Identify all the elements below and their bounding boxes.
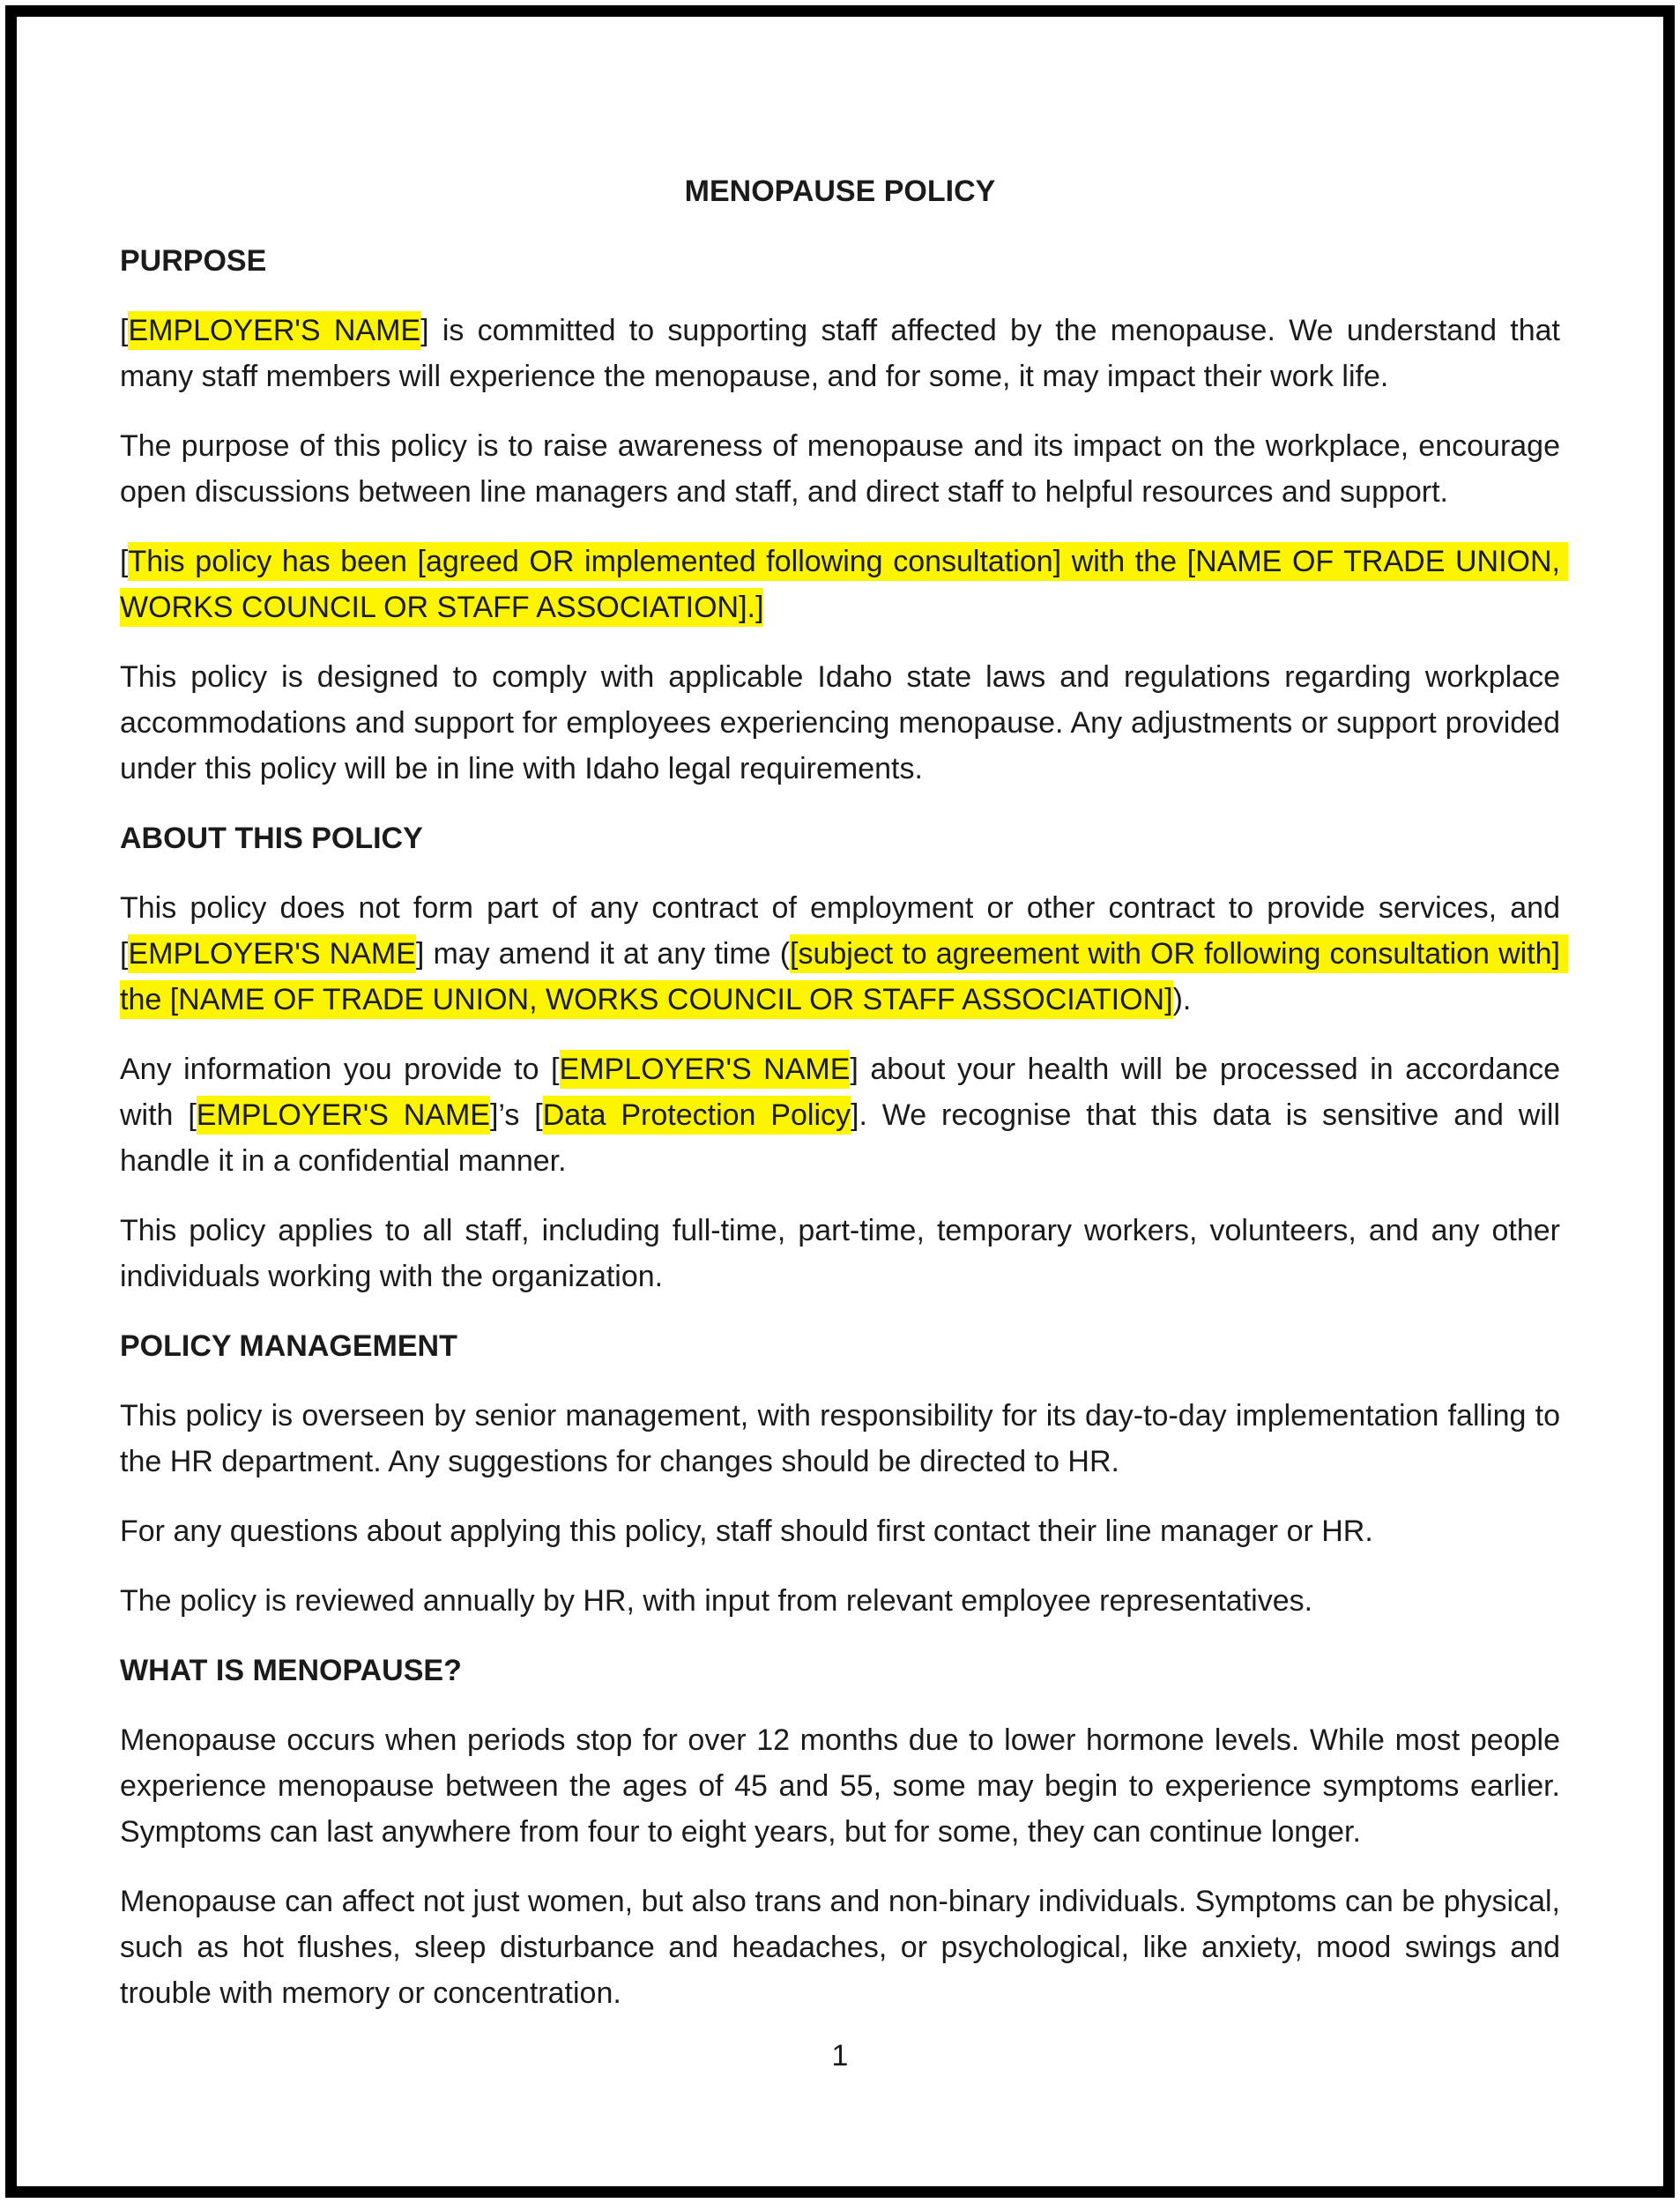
section-heading: PURPOSE bbox=[120, 244, 267, 278]
document-sections bbox=[120, 238, 1569, 2016]
section-heading: POLICY MANAGEMENT bbox=[120, 1329, 457, 1363]
paragraph bbox=[120, 1208, 1569, 1299]
paragraph bbox=[120, 1578, 1560, 1624]
text-segment: The purpose of this policy is to raise awareness of menopause and its impact on the workplace, encourage open discussions between line managers and staff, and direct staff to helpful resources and support. bbox=[120, 429, 1569, 509]
highlighted-text: EMPLOYER'S NAME bbox=[560, 1050, 851, 1089]
paragraph bbox=[120, 308, 1569, 399]
text-segment: This policy does not form part of any contract of employment or other contract to provide services, and [ bbox=[120, 891, 1569, 971]
highlighted-text: This policy has been [agreed OR implemented following consultation] with the [NAME OF TRADE UNION, WORKS COUNCIL OR STAFF ASSOCIATION].] bbox=[120, 542, 1568, 627]
text-segment: Menopause occurs when periods stop for over 12 months due to lower hormone levels. While most people experience menopause between the ages of 45 and 55, some may begin to experience symptoms earlier. Symptoms can last anywhere from four to eight years, but for some, they can continue longer. bbox=[120, 1723, 1569, 1849]
paragraph bbox=[120, 1508, 1560, 1554]
section-heading: WHAT IS MENOPAUSE? bbox=[120, 1654, 462, 1687]
document-content bbox=[120, 168, 1569, 2040]
text-segment: ] about your health will be processed in accordance with [ bbox=[120, 1053, 1569, 1132]
text-segment: This policy is overseen by senior management, with responsibility for its day-to-day implementation falling to the HR department. Any suggestions for changes should be directed to HR. bbox=[120, 1399, 1569, 1478]
paragraph bbox=[120, 654, 1569, 792]
highlighted-text: Data Protection Policy bbox=[543, 1096, 851, 1135]
text-segment: [ bbox=[120, 314, 129, 347]
document-title: MENOPAUSE POLICY bbox=[684, 175, 996, 208]
text-segment: This policy is designed to comply with applicable Idaho state laws and regulations regarding workplace accommodations and support for employees experiencing menopause. Any adjustments or support provided under this policy will be in line with Idaho legal requirements. bbox=[120, 660, 1569, 785]
paragraph bbox=[120, 1717, 1569, 1855]
paragraph bbox=[120, 423, 1569, 515]
highlighted-text: EMPLOYER'S NAME bbox=[128, 311, 420, 350]
text-segment: For any questions about applying this policy, staff should first contact their line manager or HR. bbox=[120, 1515, 1373, 1548]
paragraph bbox=[120, 1879, 1569, 2016]
text-segment: ). bbox=[1172, 983, 1192, 1016]
text-segment: ]. We recognise that this data is sensitive and will handle it in a confidential manner. bbox=[120, 1098, 1569, 1178]
paragraph bbox=[120, 1046, 1569, 1184]
page-border bbox=[5, 5, 1675, 2198]
highlighted-text: [subject to agreement with OR following consultation with] the [NAME OF TRADE UNION, WORKS COUNCIL OR STAFF ASSOCIATION] bbox=[120, 934, 1568, 1019]
text-segment: ]’s [ bbox=[489, 1098, 543, 1132]
text-segment: Any information you provide to [ bbox=[120, 1053, 560, 1086]
text-segment: [ bbox=[120, 545, 129, 578]
paragraph bbox=[120, 539, 1569, 630]
text-segment: Menopause can affect not just women, but also trans and non-binary individuals. Symptoms can be physical, such as hot flushes, sleep disturbance and headaches, or psychological, like anxiety, mood swings and trouble with memory or concentration. bbox=[120, 1885, 1569, 2010]
highlighted-text: EMPLOYER'S NAME bbox=[197, 1096, 490, 1135]
section-heading: ABOUT THIS POLICY bbox=[120, 822, 423, 855]
text-segment: ] may amend it at any time ( bbox=[415, 937, 791, 971]
text-segment: The policy is reviewed annually by HR, with input from relevant employee representatives. bbox=[120, 1584, 1313, 1618]
text-segment: This policy applies to all staff, including full-time, part-time, temporary workers, volunteers, and any other individuals working with the organization. bbox=[120, 1214, 1569, 1293]
text-segment: ] is committed to supporting staff affected by the menopause. We understand that many staff members will experience the menopause, and for some, it may impact their work life. bbox=[120, 314, 1569, 393]
paragraph bbox=[120, 1393, 1569, 1485]
highlighted-text: EMPLOYER'S NAME bbox=[128, 934, 415, 973]
paragraph bbox=[120, 885, 1569, 1023]
page-number: 1 bbox=[831, 2039, 849, 2073]
